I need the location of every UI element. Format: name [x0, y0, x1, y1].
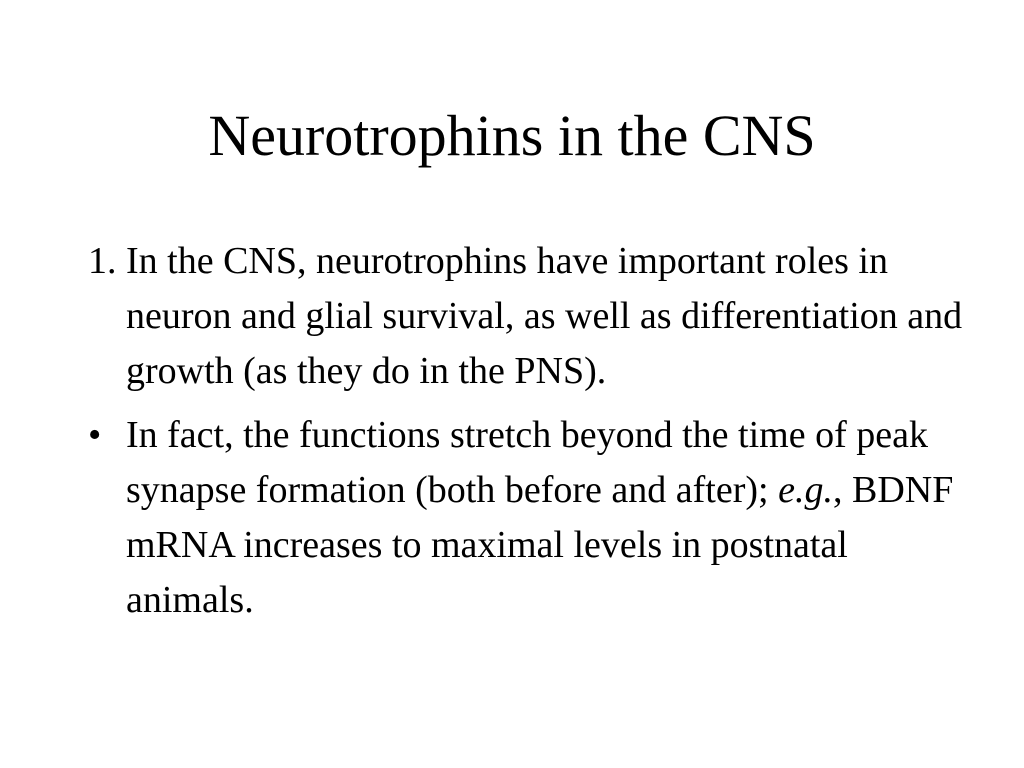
- item-number: 1.: [88, 240, 117, 282]
- bullet-icon: •: [88, 414, 102, 456]
- bullet-text-italic: e.g.: [778, 469, 833, 511]
- bullet-item-1: [88, 408, 968, 628]
- numbered-item-1: [88, 234, 968, 399]
- bullet-text-after: , BDNF mRNA increases to maximal levels in postnatal animals.: [126, 469, 954, 621]
- item-1-text: In the CNS, neurotrophins have important roles in neuron and glial survival, as well as differentiation and growth (as they do in the PNS).: [126, 240, 963, 392]
- slide-title: Neurotrophins in the CNS: [208, 103, 816, 168]
- bullet-text-before: In fact, the functions stretch beyond the time of peak synapse formation (both before and after);: [126, 414, 928, 511]
- slide-body: [88, 234, 968, 628]
